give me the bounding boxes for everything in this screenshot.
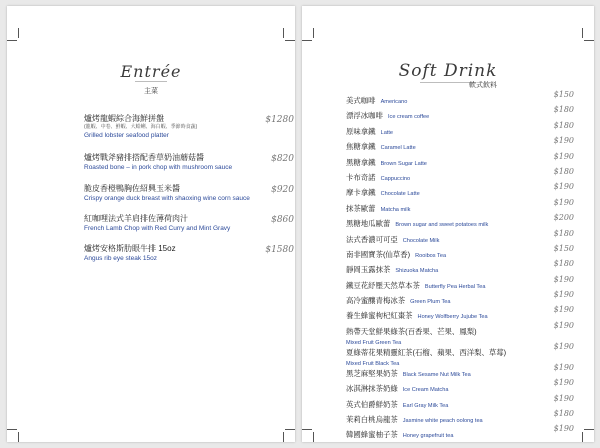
menu-item [84, 244, 294, 263]
item-name-en: Matcha milk [380, 206, 411, 213]
item-price: $1580 [265, 245, 294, 255]
item-name-zh: 夏綠蒂花果精靈紅茶(石榴、蘋果、西洋梨、草莓) [346, 347, 507, 357]
section-title: Soft Drink [398, 61, 498, 81]
crop-mark [285, 429, 295, 430]
menu-item [84, 153, 294, 172]
item-name-zh: 黑糖拿鐵 [346, 157, 376, 167]
item-price: $190 [553, 393, 574, 403]
item-price: $180 [553, 228, 574, 238]
item-name-zh: 紅咖哩法式羊肩排佐薄荷肉汁 [84, 214, 188, 223]
list-item [346, 213, 574, 228]
item-price: $180 [553, 166, 574, 176]
menu-item [84, 114, 294, 140]
item-name-zh: 靜岡玉露抹茶 [346, 265, 391, 275]
item-name-en: Crispy orange duck breast with shaoxing wine corn sauce [84, 195, 250, 202]
item-name-zh: 南非國寶茶(仙草香) [346, 249, 411, 259]
item-name-en: Shizuoka Matcha [395, 268, 439, 275]
item-name-en: Mixed Fruit Black Tea [346, 360, 400, 367]
item-name-en: Rooibos Tea [415, 252, 447, 259]
item-name-zh: 冰淇淋抹茶奶綠 [346, 384, 398, 394]
item-name-en: Grilled lobster seafood platter [84, 132, 169, 139]
item-price: $180 [553, 409, 574, 419]
item-name-zh: 法式香濃可可亞 [346, 234, 398, 244]
list-item [346, 244, 574, 259]
list-item [346, 320, 574, 346]
item-name-en: Chocolate Milk [402, 237, 440, 244]
item-note: (龍蝦、中卷、鮮蝦、大蛤蜊、海白蝦、季節時食蔬) [84, 124, 198, 130]
list-item [346, 275, 574, 290]
item-price: $190 [553, 424, 574, 434]
item-name-zh: 原味拿鐵 [346, 126, 376, 136]
item-price: $190 [553, 274, 574, 284]
item-name-zh: 美式咖啡 [346, 96, 376, 105]
item-price: $920 [271, 185, 294, 195]
crop-mark [283, 432, 284, 442]
item-name-zh: 爐烤戰斧豬排搭配香草奶油蘑菇醬 [84, 153, 204, 162]
item-price: $190 [553, 341, 574, 351]
item-name-zh: 焦糖拿鐵 [346, 142, 376, 152]
list-item [346, 360, 574, 378]
item-name-en: Cappuccino [380, 175, 411, 182]
item-price: $190 [553, 182, 574, 192]
item-price: $190 [553, 136, 574, 146]
item-name-en: Americano [380, 99, 408, 105]
item-price: $150 [553, 90, 574, 99]
item-price: $180 [553, 120, 574, 130]
crop-mark [584, 40, 594, 41]
item-price: $190 [553, 197, 574, 207]
item-name-en: Honey Wolfberry Jujube Tea [417, 314, 488, 321]
list-item [346, 409, 574, 424]
item-name-en: Chocolate Latte [380, 191, 420, 198]
crop-mark [582, 28, 583, 38]
title-underline [135, 81, 167, 82]
item-name-zh: 摩卡拿鐵 [346, 188, 376, 198]
item-name-zh: 英式伯爵鮮奶茶 [346, 399, 398, 409]
crop-mark [285, 40, 295, 41]
list-item [346, 290, 574, 305]
list-item [346, 182, 574, 197]
list-item [346, 198, 574, 213]
item-name-zh: 韓國蜂蜜柚子茶 [346, 430, 398, 440]
item-price: $180 [553, 105, 574, 115]
list-item [346, 339, 574, 367]
item-name-en: Roasted bone – in pork chop with mushroom sauce [84, 164, 233, 171]
section-subtitle: 軟式飲料 [469, 82, 497, 89]
item-name-zh: 熱帶天堂鮮果綠茶(百香果、芒果、鳳梨) [346, 326, 477, 336]
section-subtitle: 主菜 [144, 88, 158, 95]
list-item [346, 152, 574, 167]
item-name-en: Butterfly Pea Herbal Tea [424, 283, 486, 290]
menu-item [84, 214, 294, 233]
item-price: $190 [553, 362, 574, 372]
item-name-en: Black Sesame Nut Milk Tea [402, 371, 471, 378]
list-item [346, 424, 574, 439]
list-item [346, 394, 574, 409]
item-price: $860 [271, 215, 294, 225]
item-price: $200 [553, 213, 574, 223]
item-name-zh: 茉莉白桃烏龍茶 [346, 415, 398, 425]
item-price: $190 [553, 151, 574, 161]
drink-list [346, 90, 574, 440]
item-name-zh: 高冷蜜釀青梅冰茶 [346, 296, 406, 306]
crop-mark [7, 429, 17, 430]
item-name-zh: 爐烤安格斯肋眼牛排 15oz [84, 244, 176, 253]
list-item [346, 136, 574, 151]
item-price: $190 [553, 290, 574, 300]
item-price: $150 [553, 243, 574, 253]
item-name-en: Mixed Fruit Green Tea [346, 339, 402, 346]
item-name-zh: 養生蜂蜜枸杞紅棗茶 [346, 311, 413, 321]
item-price: $190 [553, 378, 574, 388]
crop-mark [302, 429, 312, 430]
item-name-en: Brown Sugar Latte [380, 160, 427, 167]
list-item [346, 229, 574, 244]
crop-mark [7, 40, 17, 41]
item-name-zh: 漂浮冰咖啡 [346, 111, 383, 121]
item-name-en: Ice Cream Matcha [402, 387, 449, 394]
item-price: $1280 [265, 115, 294, 125]
list-item [346, 378, 574, 393]
menu-item [84, 184, 294, 203]
list-item [346, 90, 574, 105]
item-name-en: Honey grapefruit tea [402, 433, 454, 440]
crop-mark [283, 28, 284, 38]
item-price: $190 [553, 305, 574, 315]
item-name-zh: 鐵豆花紓壓天然草本茶 [346, 280, 420, 290]
list-item [346, 259, 574, 274]
item-name-zh: 卡布奇諾 [346, 172, 376, 182]
item-name-en: Angus rib eye steak 15oz [84, 255, 157, 262]
crop-mark [302, 40, 312, 41]
item-name-zh: 黑糖地瓜歐蕾 [346, 219, 391, 229]
crop-mark [313, 28, 314, 38]
crop-mark [582, 432, 583, 442]
item-name-en: Brown sugar and sweet potatoes milk [395, 222, 489, 229]
list-item [346, 167, 574, 182]
crop-mark [18, 432, 19, 442]
item-price: $820 [271, 154, 294, 164]
item-price: $190 [553, 320, 574, 330]
item-name-en: Caramel Latte [380, 145, 416, 152]
item-name-en: Ice cream coffee [387, 114, 430, 121]
item-name-zh: 黑芝麻堅果奶茶 [346, 368, 398, 378]
section-title: Entrée [120, 62, 182, 81]
crop-mark [313, 432, 314, 442]
crop-mark [18, 28, 19, 38]
item-name-zh: 爐烤龍蝦綜合海鮮拼盤 [84, 114, 164, 123]
item-name-zh: 抹茶歐蕾 [346, 203, 376, 213]
list-item [346, 121, 574, 136]
item-price: $180 [553, 259, 574, 269]
crop-mark [584, 429, 594, 430]
item-name-en: Green Plum Tea [410, 299, 451, 306]
item-name-en: Jasmine white peach oolong tea [402, 418, 483, 425]
list-item [346, 105, 574, 120]
item-name-en: French Lamb Chop with Red Curry and Mint Gravy [84, 225, 231, 232]
item-name-en: Latte [380, 129, 394, 136]
menu-page-entree [7, 6, 295, 442]
item-name-zh: 脆皮香橙鴨胸佐紹興玉米醬 [84, 184, 180, 193]
menu-page-soft-drink [302, 6, 594, 442]
item-name-en: Earl Gray Milk Tea [402, 402, 449, 409]
list-item [346, 305, 574, 320]
